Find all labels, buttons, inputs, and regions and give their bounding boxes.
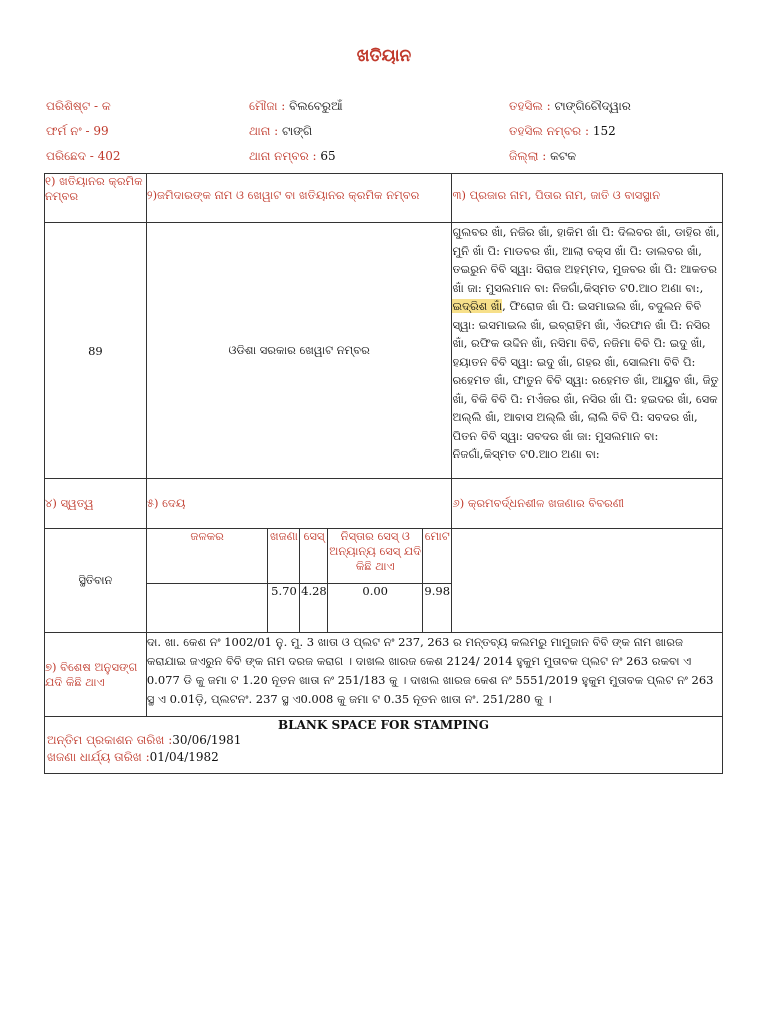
parishishta: ପରିଶିଷ୍ଟ - କ [46,99,111,113]
header-tenant: ୩) ପ୍ରଜାର ନାମ, ପିତାର ନାମ, ଜାତି ଓ ବାସସ୍ଥାନ [452,174,723,223]
header-progressive-rent: ୬) କ୍ରମବର୍ଦ୍ଧନଶୀଳ ଖଜଣାର ବିବରଣୀ [452,479,723,529]
form-number: ଫର୍ମ ନଂ - 99 [46,124,109,138]
header-tenure: ୪) ସ୍ୱତ୍ୱ [45,479,147,529]
district: ଜିଲ୍ଲା : କଟକ [509,149,577,163]
tenure-status: ସ୍ଥିତିବାନ [45,529,147,633]
header-khatiyan-serial: ୧) ଖତିୟାନର କ୍ରମିକ ନମ୍ବର [45,174,147,223]
header-dues: ୫) ଦେୟ [146,479,452,529]
tahasil-number: ତହସିଲ ନମ୍ବର : 152 [509,124,616,138]
khatiyan-table [44,173,723,717]
header-special-remarks: ୭) ବିଶେଷ ଅନୁସଙ୍ଗ ଯଦି କିଛି ଥାଏ [45,633,147,717]
highlighted-name: ଇଦ୍ରିଶ ଖାଁ [452,299,503,313]
tenant-details: ଗୁଲବର ଖାଁ, ନଜିର ଖାଁ, ହାକିମ ଖାଁ ପି: ଦିଲବର ଖାଁ, ଡାହିର ଖାଁ, ମୁନି ଖାଁ ପି: ମାଡବର ଖାଁ, ଆଲା ବକ୍ସ ଖାଁ ପି: ଡାଲବର ଖାଁ, ତଇରୁନ ବିବି ସ୍ୱା: ସିରାଜ ଅହମ୍ମଦ, ମୁଜବର ଖାଁ ପି: ଆକତର ଖାଁ ଜା: ମୁସଲମାନ ବା: ନିଜଗାଁ,କିସ୍ମତ ଟ0.ଆଠ ଅଣା ବା:, ଇଦ୍ରିଶ ଖାଁ, ଫିରୋଜ ଖାଁ ପି: ଇସମାଇଲ ଖାଁ, ବଦୁଲନ ବିବି ସ୍ୱା: ଇସମାଇଲ ଖାଁ, ଇବ୍ରାହିମ ଖାଁ, ଏଁରଫାନ ଖାଁ ପି: ନସିର ଖାଁ, ରଫିକ ଉଦ୍ଦିନ ଖାଁ, ନସିମା ବିବି, ନଜିମା ବିବି ପି: ଇଦୁ ଖାଁ, ହୟାତନ ବିବି ସ୍ୱା: ଇଦୁ ଖାଁ, ଗହର ଖାଁ, ସୋଲମା ବିବି ପି: ରହେମତ ଖାଁ, ଫାତୁନ ବିବି ସ୍ୱା: ରହେମତ ଖାଁ, ଆୟୁବ ଖାଁ, ଜିତୁ ଖାଁ, ବିକି ବିବି ପି: ମଏଁଜର ଖାଁ, ନସିର ଖାଁ ପି: ହଇଦର ଖାଁ, ସେକ ଅଲ୍ଲି ଖାଁ, ଆବାସ ଅଲ୍ଲି ଖାଁ, ଲାଲି ବିବି ପି: ସବଦର ଖାଁ, ପିତନ ବିବି ସ୍ୱା: ସବଦର ଖାଁ ଜା: ମୁସଲମାନ ବା: ନିଜଗାଁ,କିସ୍ମତ ଟ0.ଆଠ ଅଣା ବା: [452,223,723,479]
rate-value-other-cess: 0.00 [328,583,423,632]
thana-number: ଥାନା ନମ୍ବର : 65 [249,149,336,163]
rate-value-waterrate [147,583,268,632]
stamp-placeholder: BLANK SPACE FOR STAMPING [278,718,489,732]
thana: ଥାନା : ଟାଙ୍ଗି [249,124,313,138]
rate-header-khajana: ଖଜଣା [268,529,300,583]
final-publication-date: ଅନ୍ତିମ ପ୍ରକାଶନ ତାରିଖ :30/06/1981 [47,733,242,747]
landlord-name: ଓଡିଶା ସରକାର ଖେୱାଟ ନମ୍ବର [146,223,452,479]
rent-breakdown [146,529,452,633]
rate-header-waterrate: ଜଳକର [147,529,268,583]
rate-header-total: ମୋଟ [422,529,451,583]
mouza: ମୌଜା : ବିଲବେରୁଆଁ [249,99,343,113]
rate-header-other-cess: ନିସ୍ତାର ସେସ୍ ଓ ଅନ୍ୟାନ୍ୟ ସେସ୍ ଯଦି କିଛି ଥାଏ [328,529,423,583]
rate-header-cess: ସେସ୍ [300,529,328,583]
page-title: ଖତିୟାନ [356,46,412,66]
rate-value-total: 9.98 [422,583,451,632]
rate-value-cess: 4.28 [300,583,328,632]
header-landlord: ୨)ଜମିଦାରଙ୍କ ନାମ ଓ ଖେୱାଟ ବା ଖତିୟାନର କ୍ରମିକ ନମ୍ବର [146,174,452,223]
special-remarks: ଦା. ଖା. କେଶ ନଂ 1002/01 ନୁ. ମୁ. 3 ଖାତା ଓ ପ୍ଲଟ ନଂ 237, 263 ର ମନ୍ତବ୍ୟ କଲମରୁ ମାମୁଜାନ ବିବି ଙ୍କ ନାମ ଖାରଜ କରାଯାଇ ଜଏରୁନ ବିବି ଙ୍କ ନାମ ଦରଜ କରାଗ । ଦାଖଲ ଖାରଜ କେଶ 2124/ 2014 ହୁକୁମ ମୁତାବକ ପ୍ଲଟ ନଂ 263 ରକବା ଏ 0.077 ଡି କୁ ଜମା ଟ 1.20 ନୂତନ ଖାତା ନଂ 251/183 କୁ । ଦାଖଲ ଖାରଜ କେଶ ନଂ 5551/2019 ହୁକୁମ ମୁତାବକ ପ୍ଲଟ ନଂ 263 ସ୍ଥ ଏ 0.01ଡ଼ି, ପ୍ଲଟନଂ. 237 ସ୍ଥ ଏ0.008 କୁ ଜମା ଟ 0.35 ନୂତନ ଖାତା ନଂ. 251/280 କୁ । [146,633,722,717]
parichheda: ପରିଛେଦ - 402 [46,149,121,163]
rate-value-khajana: 5.70 [268,583,300,632]
tahasil: ତହସିଲ : ଟାଙ୍ଗିଚୌଦ୍ୱାର [509,99,631,113]
stamp-area [44,716,723,774]
progressive-rent-value [452,529,723,633]
khatiyan-number: 89 [45,223,147,479]
rent-fixation-date: ଖଜଣା ଧାର୍ଯ୍ୟ ତାରିଖ :01/04/1982 [47,750,219,764]
